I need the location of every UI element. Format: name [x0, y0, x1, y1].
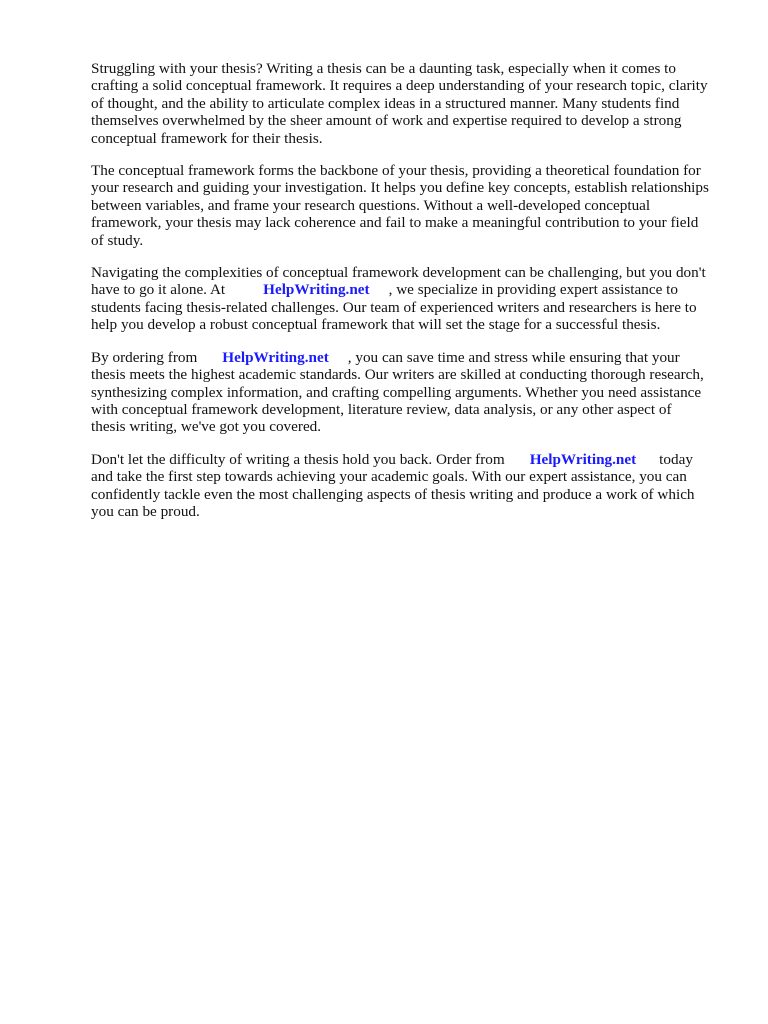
text-line: your research and guiding your investigation. It helps you define key concepts, establish relationships — [91, 179, 709, 197]
text-line: confidently tackle even the most challenging aspects of thesis writing and produce a work of which — [91, 485, 695, 503]
text-fragment: Don't let the difficulty of writing a thesis hold you back. Order from — [91, 450, 505, 468]
text-line: thesis writing, we've got you covered. — [91, 418, 322, 436]
paragraph-intro — [91, 60, 726, 147]
text-line: and take the first step towards achieving your academic goals. With our expert assistance, you can — [91, 468, 687, 486]
text-line: with conceptual framework development, literature review, data analysis, or any other aspect of — [91, 400, 672, 418]
text-fragment: today — [659, 450, 693, 468]
text-line: The conceptual framework forms the backbone of your thesis, providing a theoretical foundation for — [91, 162, 701, 180]
text-line: synthesizing complex information, and crafting compelling arguments. Whether you need assistance — [91, 383, 702, 401]
document-body — [91, 60, 726, 535]
text-line: conceptual framework for their thesis. — [91, 129, 323, 147]
text-fragment: have to go it alone. At — [91, 281, 226, 299]
text-line: themselves overwhelmed by the sheer amount of work and expertise required to develop a strong — [91, 112, 682, 130]
text-fragment: , you can save time and stress while ensuring that your — [347, 348, 680, 366]
text-line: thesis meets the highest academic standards. Our writers are skilled at conducting thorough research, — [91, 366, 704, 384]
text-line: students facing thesis-related challenges. Our team of experienced writers and researchers is here to — [91, 298, 697, 316]
text-line-with-link — [91, 451, 726, 468]
text-line: Struggling with your thesis? Writing a thesis can be a daunting task, especially when it comes to — [91, 60, 676, 77]
text-line-with-link — [91, 281, 726, 298]
text-line: help you develop a robust conceptual framework that will set the stage for a successful thesis. — [91, 316, 661, 334]
text-fragment: By ordering from — [91, 348, 198, 366]
text-line-with-link — [91, 349, 726, 366]
paragraph-closing — [91, 451, 726, 521]
helpwriting-link[interactable]: HelpWriting.net — [222, 348, 329, 366]
text-line: framework, your thesis may lack coherence and fail to make a meaningful contribution to your field — [91, 214, 699, 232]
text-line: crafting a solid conceptual framework. It requires a deep understanding of your research topic, clarity — [91, 77, 708, 95]
paragraph-ordering — [91, 349, 726, 436]
text-line: Navigating the complexities of conceptual framework development can be challenging, but you don't — [91, 264, 706, 282]
text-line: between variables, and frame your research questions. Without a well-developed conceptual — [91, 196, 651, 214]
helpwriting-link[interactable]: HelpWriting.net — [529, 450, 637, 468]
paragraph-framework — [91, 162, 726, 249]
text-line: of study. — [91, 231, 144, 249]
text-fragment: , we specialize in providing expert assistance to — [388, 281, 678, 299]
text-line: of thought, and the ability to articulate complex ideas in a structured manner. Many students find — [91, 94, 680, 112]
text-line: you can be proud. — [91, 502, 200, 520]
paragraph-navigating — [91, 264, 726, 334]
helpwriting-link[interactable]: HelpWriting.net — [263, 281, 370, 299]
